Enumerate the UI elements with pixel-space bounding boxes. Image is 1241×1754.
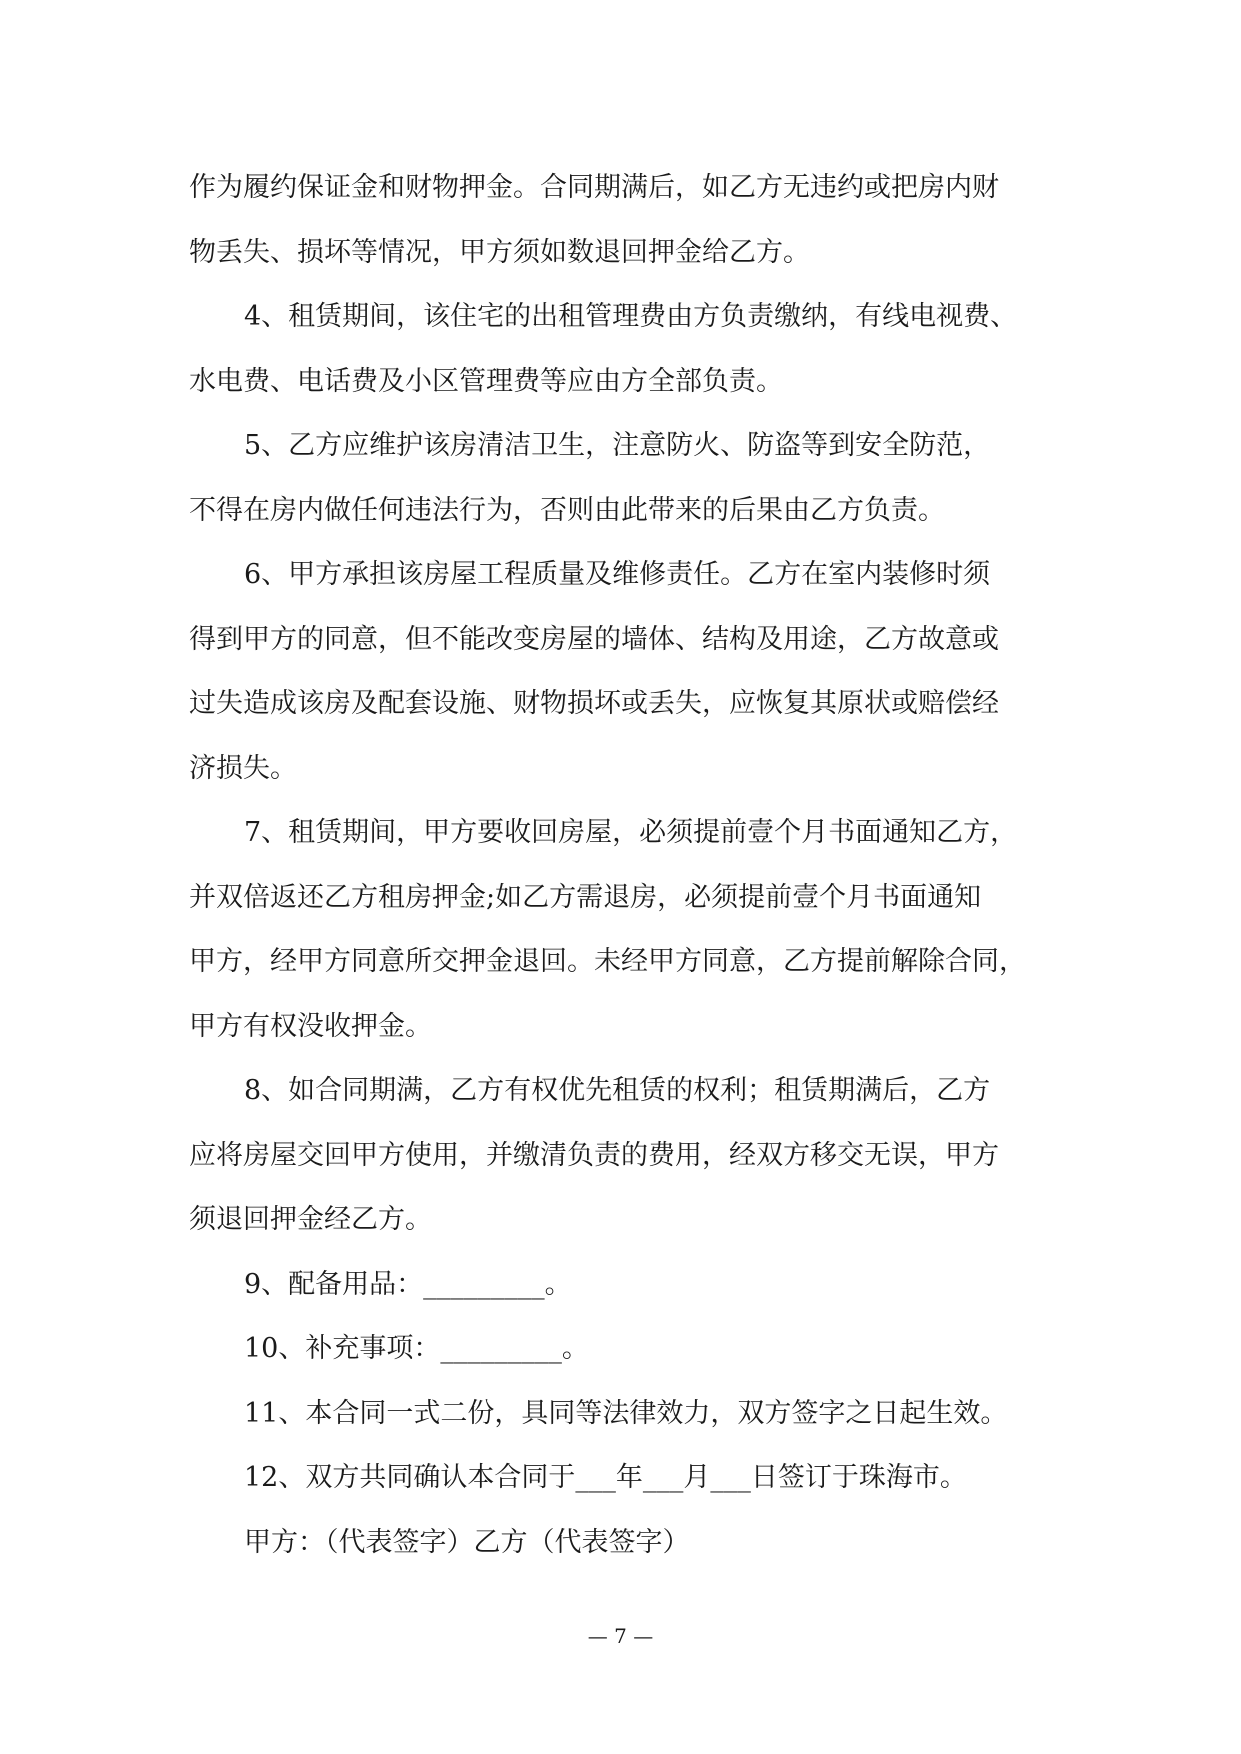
clause-10-line: 10、补充事项：_________。 [244, 1333, 589, 1364]
text-line: 得到甲方的同意，但不能改变房屋的墙体、结构及用途，乙方故意或 [189, 623, 999, 655]
clause-9-line: 9、配备用品：_________。 [244, 1268, 572, 1300]
clause-12-line: 12、双方共同确认本合同于___年___月___日签订于珠海市。 [244, 1462, 967, 1493]
text-line: 水电费、电话费及小区管理费等应由方全部负责。 [189, 365, 783, 397]
text-line: 作为履约保证金和财物押金。合同期满后，如乙方无违约或把房内财 [189, 172, 999, 203]
clause-4-line: 4、租赁期间，该住宅的出租管理费由方负责缴纳，有线电视费、 [244, 301, 1018, 332]
text-line: 甲方，经甲方同意所交押金退回。未经甲方同意，乙方提前解除合同， [189, 946, 1026, 977]
text-line: 物丢失、损坏等情况，甲方须如数退回押金给乙方。 [189, 236, 810, 268]
clause-5-line: 5、乙方应维护该房清洁卫生，注意防火、防盗等到安全防范， [244, 430, 991, 461]
text-line: 济损失。 [189, 752, 297, 784]
clause-7-line: 7、租赁期间，甲方要收回房屋，必须提前壹个月书面通知乙方， [244, 817, 1018, 848]
clause-8-line: 8、如合同期满，乙方有权优先租赁的权利；租赁期满后，乙方 [244, 1075, 991, 1106]
document-body [189, 156, 1057, 1575]
page-number: — 7 — [587, 1624, 654, 1648]
clause-11-line: 11、本合同一式二份，具同等法律效力，双方签字之日起生效。 [244, 1397, 1008, 1429]
contract-text [189, 156, 1057, 1575]
text-line: 不得在房内做任何违法行为，否则由此带来的后果由乙方负责。 [189, 494, 945, 526]
text-line: 并双倍返还乙方租房押金;如乙方需退房，必须提前壹个月书面通知 [189, 881, 982, 913]
text-line: 应将房屋交回甲方使用，并缴清负责的费用，经双方移交无误，甲方 [189, 1139, 999, 1171]
text-line: 甲方有权没收押金。 [189, 1010, 432, 1042]
text-line: 须退回押金经乙方。 [189, 1204, 432, 1235]
text-line: 过失造成该房及配套设施、财物损坏或丢失，应恢复其原状或赔偿经 [189, 688, 999, 719]
signature-line: 甲方：（代表签字）乙方（代表签字） [244, 1526, 690, 1558]
clause-6-line: 6、甲方承担该房屋工程质量及维修责任。乙方在室内装修时须 [244, 559, 991, 590]
